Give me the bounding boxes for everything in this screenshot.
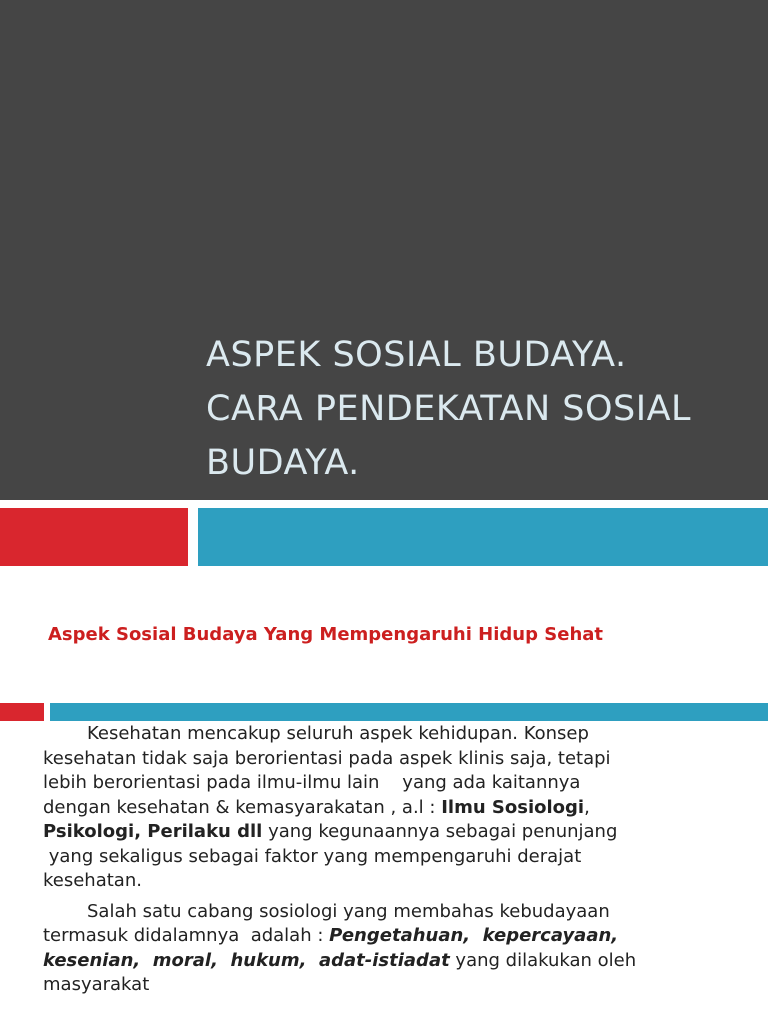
paragraph-line: Kesehatan mencakup seluruh aspek kehidupan. Konsep: [87, 723, 589, 744]
paragraph-line: kesehatan tidak saja berorientasi pada aspek klinis saja, tetapi: [43, 747, 611, 769]
bold-term: Psikologi, Perilaku dll: [43, 821, 263, 842]
paragraph-line: yang sekaligus sebagai faktor yang mempengaruhi derajat: [43, 845, 582, 867]
paragraph-line: kesenian, moral, hukum, adat-istiadat yang dilakukan oleh: [43, 949, 637, 971]
title-line: ASPEK SOSIAL BUDAYA.: [206, 335, 627, 375]
blue-accent-bar: [50, 703, 768, 721]
red-accent-bar: [0, 703, 44, 721]
bold-italic-term: Pengetahuan, kepercayaan,: [329, 925, 619, 946]
slide-subtitle: Aspek Sosial Budaya Yang Mempengaruhi Hidup Sehat: [48, 624, 604, 645]
blue-accent-block: [198, 508, 768, 566]
red-accent-block: [0, 508, 188, 566]
paragraph-line: dengan kesehatan & kemasyarakatan , a.l : Ilmu Sosiologi,: [43, 796, 590, 818]
slide-title: [206, 328, 751, 490]
paragraph-line: termasuk didalamnya adalah : Pengetahuan, kepercayaan,: [43, 925, 619, 946]
paragraph-line: Psikologi, Perilaku dll yang kegunaannya sebagai penunjang: [43, 821, 618, 842]
title-slide: [0, 0, 768, 500]
body-text: [43, 722, 723, 998]
paragraph-line: Salah satu cabang sosiologi yang membahas kebudayaan: [87, 900, 610, 922]
bold-italic-term: kesenian, moral, hukum, adat-istiadat: [43, 949, 450, 971]
paragraph-line: kesehatan.: [43, 870, 142, 891]
bold-term: Ilmu Sosiologi: [441, 796, 585, 818]
title-line: CARA PENDEKATAN SOSIAL: [206, 389, 692, 429]
title-line: BUDAYA.: [206, 443, 360, 483]
paragraph-line: masyarakat: [43, 974, 150, 995]
paragraph-line: lebih berorientasi pada ilmu-ilmu lain yang ada kaitannya: [43, 772, 581, 793]
